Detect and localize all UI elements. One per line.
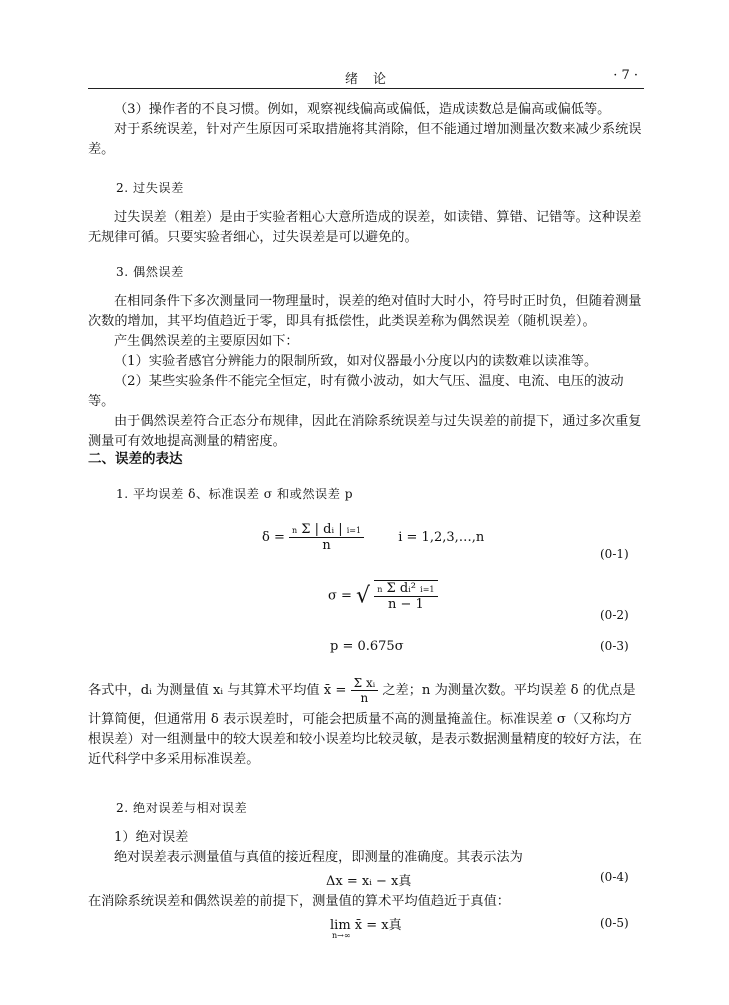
paragraph: 绝对误差表示测量值与真值的接近程度，即测量的准确度。其表示法为 [114,850,523,865]
body-top [88,100,644,160]
eq-lhs: δ = [262,530,285,545]
numerator: Σ xᵢ [351,676,378,691]
denominator: n [360,691,369,705]
numerator [289,522,364,538]
running-header [88,66,644,89]
subheading: 3. 偶然误差 [116,265,184,279]
eq-text: lim x̄ = x真 [330,918,402,933]
eq-denominator: n [322,538,331,553]
eq-numerator: Σ dᵢ² [386,581,416,596]
limit-subscript: n→∞ [332,931,351,940]
paragraph: 过失误差（粗差）是由于实验者粗心大意所造成的误差，如读错、算错、记错等。这种误差无规律可循。只要实验者细心，过失误差是可以避免的。 [88,210,642,245]
text: 之差；n 为测量次数。平均误差 δ 的优点是 [382,683,636,698]
sum-upper: n [377,585,383,594]
equation-0-5 [330,914,402,940]
body-block [88,828,644,868]
sqrt-icon: √ [356,583,371,609]
eq-lhs: σ = [328,588,352,604]
paragraph: （2）某些实验条件不能完全恒定，时有微小波动，如大气压、温度、电流、电压的波动等。 [88,374,624,409]
section-heading: 二、误差的表达 [88,451,183,467]
eq-numerator: Σ | dᵢ | [301,522,343,537]
body-block [88,672,644,770]
paragraph: 在相同条件下多次测量同一物理量时，误差的绝对值时大时小，符号时正时负，但随着测量次数的增加，其平均值趋近于零，即具有抵偿性，此类误差称为偶然误差（随机误差）。 [88,294,642,329]
sum-lower: i=1 [420,585,435,594]
paragraph: 对于系统误差，针对产生原因可采取措施将其消除，但不能通过增加测量次数来减少系统误差。 [88,122,642,157]
body-block [88,208,644,248]
body-block [88,892,644,912]
equation-number: (0-5) [600,916,629,930]
subheading: 2. 绝对误差与相对误差 [116,801,248,815]
paragraph: 产生偶然误差的主要原因如下： [114,334,299,349]
paragraph: 1）绝对误差 [114,830,189,845]
fraction [289,522,364,553]
sum-upper: n [292,526,298,535]
paragraph-line [88,672,644,710]
paragraph: （1）实验者感官分辨能力的限制所致，如对仪器最小分度以内的读数难以读准等。 [114,354,598,369]
sum-lower: i=1 [346,526,362,535]
equation-number: (0-4) [600,870,629,884]
paragraph: （3）操作者的不良习惯。例如，观察视线偏高或偏低，造成读数总是偏高或偏低等。 [114,102,611,117]
eq-denominator: n − 1 [387,597,424,612]
page-number: · 7 · [613,68,638,83]
subheading: 2. 过失误差 [116,181,184,195]
equation-number: (0-3) [600,639,629,653]
equation-number: (0-2) [600,608,629,622]
fraction [374,580,437,612]
eq-condition: i = 1,2,3,…,n [398,530,485,545]
paragraph: 计算简便，但通常用 δ 表示误差时，可能会把质量不高的测量掩盖住。标准误差 σ（又称均方根误差）对一组测量中的较大误差和较小误差均比较灵敏，是表示数据测量精度的较好方法，在近代科学中多采用标准误差。 [88,712,642,767]
chapter-title: 绪 论 [344,72,387,87]
equation-0-3: p = 0.675σ [330,639,404,654]
paragraph: 在消除系统误差和偶然误差的前提下，测量值的算术平均值趋近于真值： [88,894,510,909]
equation-number: (0-1) [600,547,629,561]
fraction [351,676,378,705]
equation-0-4: Δx = xᵢ − x真 [326,874,412,889]
body-block [88,292,644,452]
text: 各式中，dᵢ 为测量值 xᵢ 与其算术平均值 x̄ = [88,683,347,698]
subheading: 1. 平均误差 δ、标准误差 σ 和或然误差 p [116,487,354,501]
numerator [374,581,437,597]
equation-0-2 [328,580,438,612]
paragraph: 由于偶然误差符合正态分布规律，因此在消除系统误差与过失误差的前提下，通过多次重复测量可有效地提高测量的精密度。 [88,414,642,449]
equation-0-1 [262,522,484,553]
